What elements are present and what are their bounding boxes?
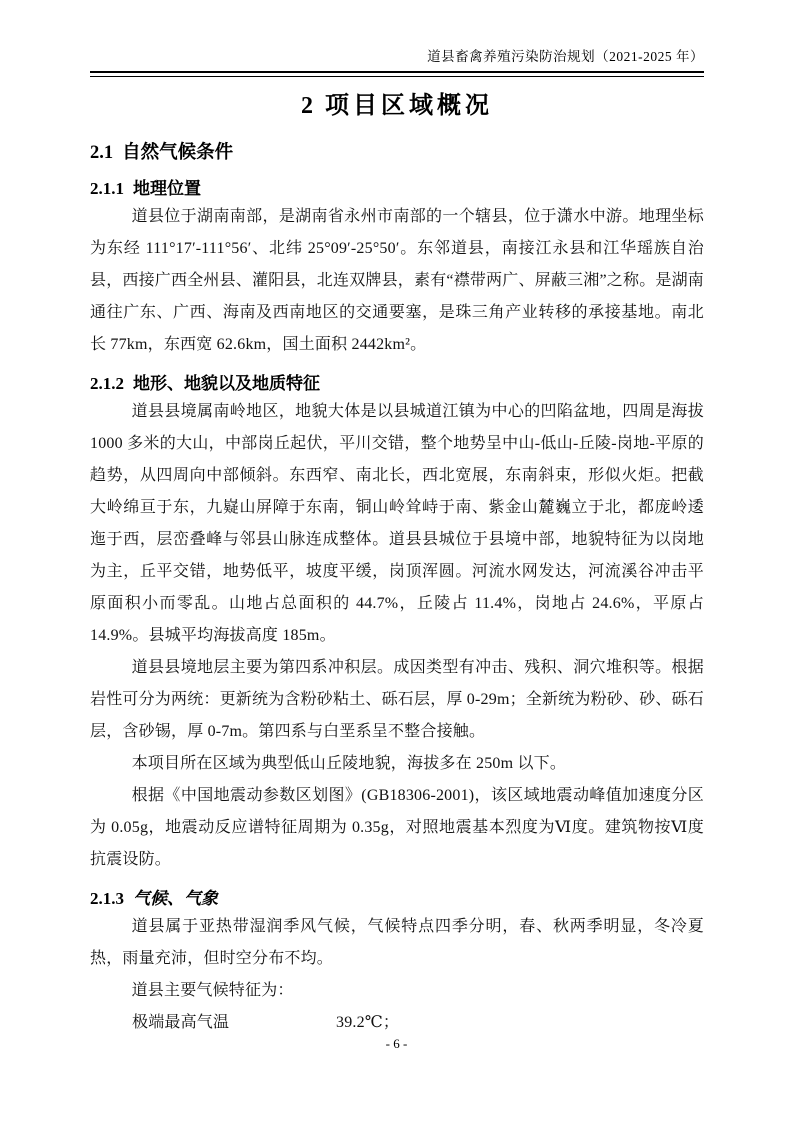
subsection-title: 地理位置 [133, 179, 201, 198]
subsection-number: 2.1.3 [90, 889, 124, 908]
subsection-number: 2.1.1 [90, 179, 124, 198]
paragraph-terrain-project-area: 本项目所在区域为典型低山丘陵地貌，海拔多在 250m 以下。 [131, 755, 567, 772]
section-heading-natural-climate [90, 139, 704, 166]
section-title: 自然气候条件 [122, 141, 234, 162]
paragraph-climate-features-intro: 道县主要气候特征为： [131, 982, 294, 999]
page-title-text: 项目区域概况 [325, 92, 493, 119]
page-footer [0, 1036, 793, 1052]
page-title-number: 2 [301, 93, 313, 119]
header-title: 道县畜禽养殖污染防治规划（2021-2025 年） [427, 49, 704, 64]
section-number: 2.1 [90, 143, 114, 163]
climate-feature-label: 极端最高气温 [132, 1014, 230, 1031]
paragraph-location: 道县位于湖南南部，是湖南省永州市南部的一个辖县，位于潇水中游。地理坐标为东经 111°17′-111°56′、北纬 25°09′-25°50′。东邻道县，南接江永县和江华瑶族自治县，西接广西全州县、灌阳县，北连双牌县，素有“襟带两广、屏蔽三湘”之称。是湖南通往广东、广西、海南及西南地区的交通要塞，是珠三角产业转移的承接基地。南北长 77km，东西宽 62.6km，国土面积 2442km²。 [90, 208, 705, 353]
subsection-heading-terrain [90, 372, 704, 396]
paragraph-terrain-overview: 道县县境属南岭地区，地貌大体是以县城道江镇为中心的凹陷盆地，四周是海拔 1000 多米的大山，中部岗丘起伏，平川交错，整个地势呈中山-低山-丘陵-岗地-平原的趋势，从四周向中部倾斜。东西窄、南北长，西北宽展，东南斜束，形似火炬。把截大岭绵亘于东，九嶷山屏障于东南，铜山岭耸峙于南、紫金山麓巍立于北，都庞岭逶迤于西，层峦叠峰与邻县山脉连成整体。道县县城位于县境中部，地貌特征为以岗地为主，丘平交错，地势低平，坡度平缓，岗顶浑圆。河流水网发达，河流溪谷冲击平原面积小而零乱。山地占总面积的 44.7%，丘陵占 11.4%，岗地占 24.6%，平原占 14.9%。县城平均海拔高度 185m。 [90, 403, 704, 644]
subsection-title: 气候、气象 [133, 889, 218, 908]
page-title [90, 89, 704, 123]
page-content [90, 47, 704, 1039]
subsection-title: 地形、地貌以及地质特征 [133, 374, 320, 393]
paragraph-terrain-strata: 道县县境地层主要为第四系冲积层。成因类型有冲击、残积、洞穴堆积等。根据岩性可分为两统：更新统为含粉砂粘土、砾石层，厚 0-29m；全新统为粉砂、砂、砾石层，含砂锡，厚 0-7m。第四系与白垩系呈不整合接触。 [90, 659, 704, 740]
subsection-heading-location [90, 177, 704, 201]
paragraph-terrain-seismic: 根据《中国地震动参数区划图》(GB18306-2001)，该区域地震动峰值加速度分区为 0.05g，地震动反应谱特征周期为 0.35g，对照地震基本烈度为Ⅵ度。建筑物按Ⅵ度抗震设防。 [90, 787, 704, 868]
subsection-number: 2.1.2 [90, 374, 124, 393]
page-number: - 6 - [385, 1036, 408, 1051]
paragraph-climate-overview: 道县属于亚热带湿润季风气候，气候特点四季分明，春、秋两季明显，冬冷夏热，雨量充沛，但时空分布不均。 [90, 918, 704, 967]
climate-feature-value: 39.2℃； [336, 1014, 400, 1031]
header-divider [90, 71, 704, 77]
page-header [90, 47, 704, 66]
subsection-heading-climate [90, 887, 704, 911]
climate-feature-row [90, 1007, 704, 1039]
